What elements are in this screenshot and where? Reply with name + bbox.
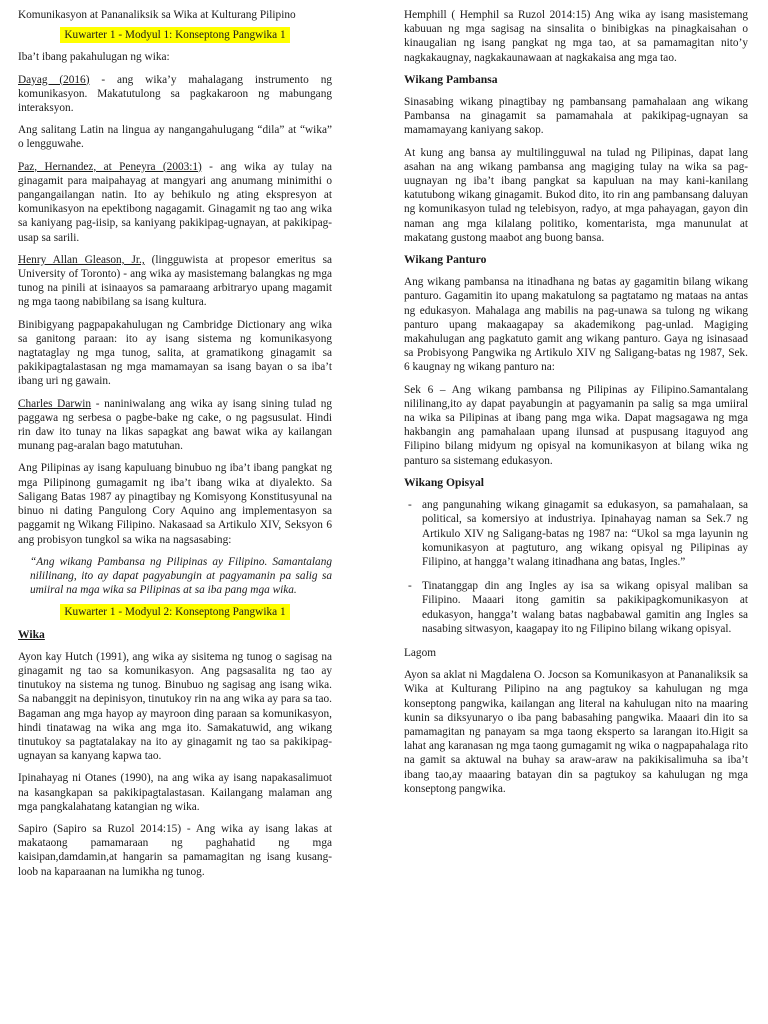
- constitution-quote: “Ang wikang Pambansa ng Pilipinas ay Filipino. Samantalang nililinang, ito ay dapat pagyabungin at pagyamanin pa salig sa umiiral na mga wika sa Pilipinas at sa iba pang mga wika.: [30, 555, 332, 597]
- author-dayag: Dayag (2016): [18, 73, 90, 86]
- hemphill-paragraph: Hemphill ( Hemphil sa Ruzol 2014:15) Ang wika ay isang masistemang kabuuan ng mga sagisag na sinsalita o binibigkas na pinagkaisahan o kinaugalian ng isang pangkat ng mga tao, at sa pamamagitan nito’y nagkakaugnay, nagkakaunawaan at nagkakaisa ang mga tao.: [404, 9, 748, 64]
- definition-dayag: [18, 73, 332, 116]
- sek6-paragraph: Sek 6 – Ang wikang pambansa ng Pilipinas ay Filipino.Samantalang nililinang,ito ay dapat payabungin at pagyamanin pa salig sa mga umiiral na wika sa Pilipinas at ibang pang mga wika. Dapat magsagawa ng mga hakbangin ang pamahalaan upang ilunsad at puspusang itaguyod ang Filipino bilang midyum ng opisyal na komunikasyon at bilang wika ng panturo sa sistemang edukasyon.: [404, 383, 748, 467]
- pambansa-paragraph-2: At kung ang bansa ay multilingguwal na tulad ng Pilipinas, dapat lang asahan na ang wikang pambansa ang magiging tulay na wika sa pag-uugnayan ng iba’t ibang pangkat sa kapuluan na may kani-kanilang katutubong wikang ginagamit. Bukod dito, ito rin ang pambansang daluyan ng komunikasyon tulad ng telebisyon, radyo, at mga pahayagan, gayon din naman ang mga kilalang politiko, komentarista, mga manunulat at makatang gustong maabot ang buong bansa.: [404, 146, 748, 244]
- module-1-banner: [18, 28, 332, 42]
- pilipinas-paragraph: Ang Pilipinas ay isang kapuluang binubuo ng iba’t ibang pangkat ng mga Pilipinong gumagamit ng iba’t ibang wika at diyalekto. Sa Saligang Batas 1987 ay pinagtibay ng Komisyong Konstitusyunal na binuo ni dating Pangulong Cory Aquino ang implementasyon sa paggamit ng Wikang Filipino. Nakasaad sa Artikulo XIV, Seksyon 6 ang probisyon tungkol sa wika na nagsasabing:: [18, 462, 332, 546]
- definition-paz: [18, 160, 332, 245]
- lagom-paragraph: Ayon sa aklat ni Magdalena O. Jocson sa Komunikasyon at Pananaliksik sa Wika at Kulturang Pilipino na ang pagtukoy sa kahulugan ng mga konseptong pangwika, kailangan ang literal na kahulugan nito na maaring kunin sa diksyunaryo o iba pang babasahing pangwika. Maaari din ito sa pamamagitan ng panayam sa mga taong eksperto sa larangan ito.Higit sa lahat ang karanasan ng mga taong gumagamit ng wika o nagpapahalaga rito na gamit sa aktuwal na buhay sa araw-araw na pakikisalimuha sa iba’t ibang tao,ay maaaring batayan din sa pagtukoy sa kahulugan ng mga konseptong pangwika.: [404, 669, 748, 795]
- wika-heading: Wika: [18, 627, 45, 641]
- definition-gleason-text: (lingguwista at propesor emeritus sa University of Toronto) - ang wika ay masistemang balangkas ng mga tunog na pinili at isinaayos sa pamaraang arbitraryo upang magamit ng mga taong nabibilang sa isang kultura.: [18, 253, 332, 309]
- list-item: - Tinatanggap din ang Ingles ay isa sa wikang opisyal maliban sa Filipino. Maaari itong gamitin sa pakikipagkomunikasyon at edukasyon, hangga’t walang batas nagbabawal gamitin ang Ingles sa nasabing sitwasyon, kaagapay ito ng Filipino bilang wikang opisyal.: [404, 579, 748, 636]
- pambansa-paragraph-1: Sinasabing wikang pinagtibay ng pambansang pamahalaan ang wikang Pambansa na ginagamit sa pamamahala at pakikipag-ugnayan sa mamamayang kaniyang sakop.: [404, 96, 748, 137]
- definition-darwin: [18, 397, 332, 454]
- definition-dayag-text: - ang wika’y mahalagang instrumento ng komunikasyon. Makatutulong sa pagkakaroon ng mabungang interaksyon.: [18, 73, 332, 115]
- wikang-panturo-heading: Wikang Panturo: [404, 253, 487, 267]
- definition-darwin-text: - naniniwalang ang wika ay isang sining tulad ng paggawa ng serbesa o pagbe-bake ng cake, o ng pagsusulat. Hindi rin daw ito tunay na likas sapagkat ang bawat wika ay kailangan munang pag-aralan bago matutuhan.: [18, 397, 332, 453]
- wikang-opisyal-heading: Wikang Opisyal: [404, 475, 485, 489]
- left-column: [18, 8, 332, 887]
- lagom-heading: Lagom: [404, 646, 436, 659]
- document-title: Komunikasyon at Pananaliksik sa Wika at Kulturang Pilipino: [18, 9, 296, 21]
- module-2-banner: [18, 605, 332, 619]
- panturo-paragraph: Ang wikang pambansa na itinadhana ng batas ay gagamitin bilang wikang panturo. Gagamitin ito upang makatulong sa pagtatamo ng mataas na antas ng edukasyon. Mahalaga ang mabilis na pag-unawa sa tulong ng wikang panturo upang makaagapay sa akademikong pag-unlad. Magiging makahulugan ang pagkatuto gamit ang wikang panturo. Gaya ng isinasaad sa Probisyong Pangwika ng Artikulo XIV ng Saligang-batas ng 1987, Sek. 6 kaugnay ng wikang panturo na:: [404, 276, 748, 374]
- list-item: - ang pangunahing wikang ginagamit sa edukasyon, sa pamahalaan, sa political, sa komersiyo at industriya. Ipinahayag naman sa Sek.7 ng Artikulo XIV ng Saligang-batas ng 1987 na: “Ukol sa mga layunin ng komunikasyon at pagtuturo, ang wikang opisyal ng Pilipinas ay Filipino, at hangga’t walang itinadhana ang batas, Ingles.”: [404, 498, 748, 569]
- author-paz: Paz, Hernandez, at Peneyra (2003:1): [18, 160, 202, 173]
- sapiro-paragraph: Sapiro (Sapiro sa Ruzol 2014:15) - Ang wika ay isang lakas at makataong pamamaraan ng paghahatid ng mga kaisipan,damdamin,at hangarin sa pamamagitan ng isang kusang-loob na kaparaanan na lumikha ng tunog.: [18, 822, 332, 878]
- definition-paz-text: - ang wika ay tulay na ginagamit para maipahayag at mangyari ang anumang minimithi o pangangailangan natin. Ito ay behikulo ng ating ekspresyon at komunikasyon na epektibong nagagamit. Ginagamit ng tao ang wika sa kaniyang pag-iisip, sa kaniyang pakikipag-ugnayan, at pakikipag-usap sa sarili.: [18, 160, 332, 244]
- otanes-paragraph: Ipinahayag ni Otanes (1990), na ang wika ay isang napakasalimuot na kasangkapan sa pakikipagtalastasan. Kailangang malaman ang mga pangkalahatang katangian ng wika.: [18, 772, 332, 813]
- latin-origin: Ang salitang Latin na lingua ay nangangahulugang “dila” at “wika” o lengguwahe.: [18, 124, 332, 151]
- definition-cambridge: Binibigyang pagpapakahulugan ng Cambridge Dictionary ang wika sa ganitong paraan: ito ay isang sistema ng komunikasyong nagtataglay ng mga tunog, salita, at gramatikong ginagamit sa pakikipagtalastasan ng mga mamamayan sa isang bayan o sa iba’t ibang uri ng gawain.: [18, 318, 332, 388]
- opisyal-list: [404, 498, 748, 636]
- intro-line: Iba’t ibang pakahulugan ng wika:: [18, 51, 170, 64]
- author-darwin: Charles Darwin: [18, 397, 92, 410]
- module-1-heading: Kuwarter 1 - Modyul 1: Konseptong Pangwika 1: [60, 27, 289, 43]
- right-column: [404, 8, 748, 804]
- hutch-paragraph: Ayon kay Hutch (1991), ang wika ay sisitema ng tunog o sagisag na ginagamit ng tao sa komunikasyon. Ang pagsasalita ng tao ay tinutukoy na sistema ng tunog. Binubuo ng sagisag ang isang wika. Sa nabanggit na depinisyon, tinutukoy rin na ang wika ay para sa tao. Bagaman ang mga hayop ay mayroon ding paraan sa komunikasyon, hindi tinatawag na wika ang mga ito. Samakatuwid, ang wikang tinutukoy sa pagtatalakay na ito ay ginagamit ng tao sa pakikipag-ugnayan sa kanyang kapwa tao.: [18, 650, 332, 763]
- definition-gleason: [18, 253, 332, 310]
- author-gleason: Henry Allan Gleason, Jr.,: [18, 253, 145, 266]
- module-2-heading: Kuwarter 1 - Modyul 2: Konseptong Pangwika 1: [60, 604, 289, 620]
- wikang-pambansa-heading: Wikang Pambansa: [404, 72, 498, 86]
